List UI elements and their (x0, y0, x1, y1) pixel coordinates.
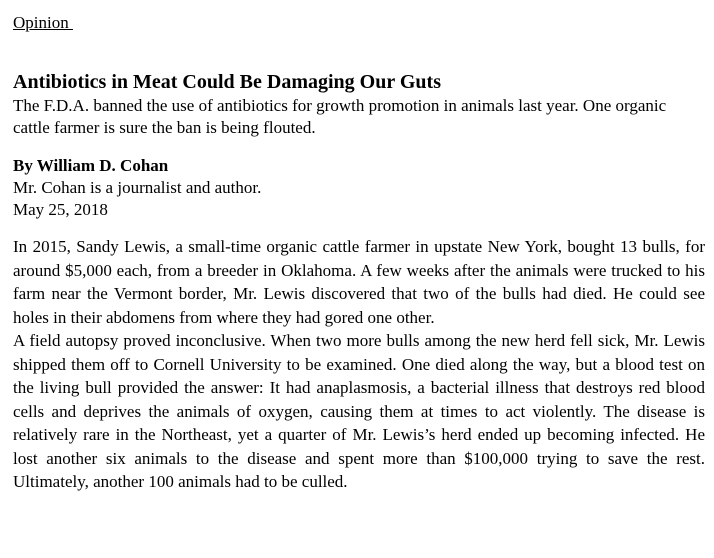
section-header (13, 12, 705, 34)
article-dek: The F.D.A. banned the use of antibiotics for growth promotion in animals last year. One organic cattle farmer is sure the ban is being flouted. (13, 96, 667, 137)
article-body (13, 235, 705, 494)
author-bio: Mr. Cohan is a journalist and author. (13, 178, 262, 197)
body-paragraph: In 2015, Sandy Lewis, a small-time organic cattle farmer in upstate New York, bought 13 bulls, for around $5,000 each, from a breeder in Oklahoma. A few weeks after the animals were trucked to his farm near the Vermont border, Mr. Lewis discovered that two of the bulls had died. He could see holes in their abdomens from where they had gored one other. (13, 237, 705, 327)
publish-date: May 25, 2018 (13, 200, 108, 219)
article-headline: Antibiotics in Meat Could Be Damaging Our Guts (13, 71, 441, 93)
article-byline: By William D. Cohan (13, 156, 169, 175)
body-paragraph: A field autopsy proved inconclusive. When two more bulls among the new herd fell sick, Mr. Lewis shipped them off to Cornell University to be examined. One died along the way, but a blood test on the living bull provided the answer: It had anaplasmosis, a bacterial illness that destroys red blood cells and deprives the animals of oxygen, causing them at times to act violently. The disease is relatively rare in the Northeast, yet a quarter of Mr. Lewis’s herd ended up becoming infected. He lost another six animals to the disease and spent more than $100,000 trying to save the rest. Ultimately, another 100 animals had to be culled. (13, 331, 705, 491)
section-link-opinion[interactable]: Opinion (13, 13, 73, 32)
article-page (13, 12, 705, 494)
